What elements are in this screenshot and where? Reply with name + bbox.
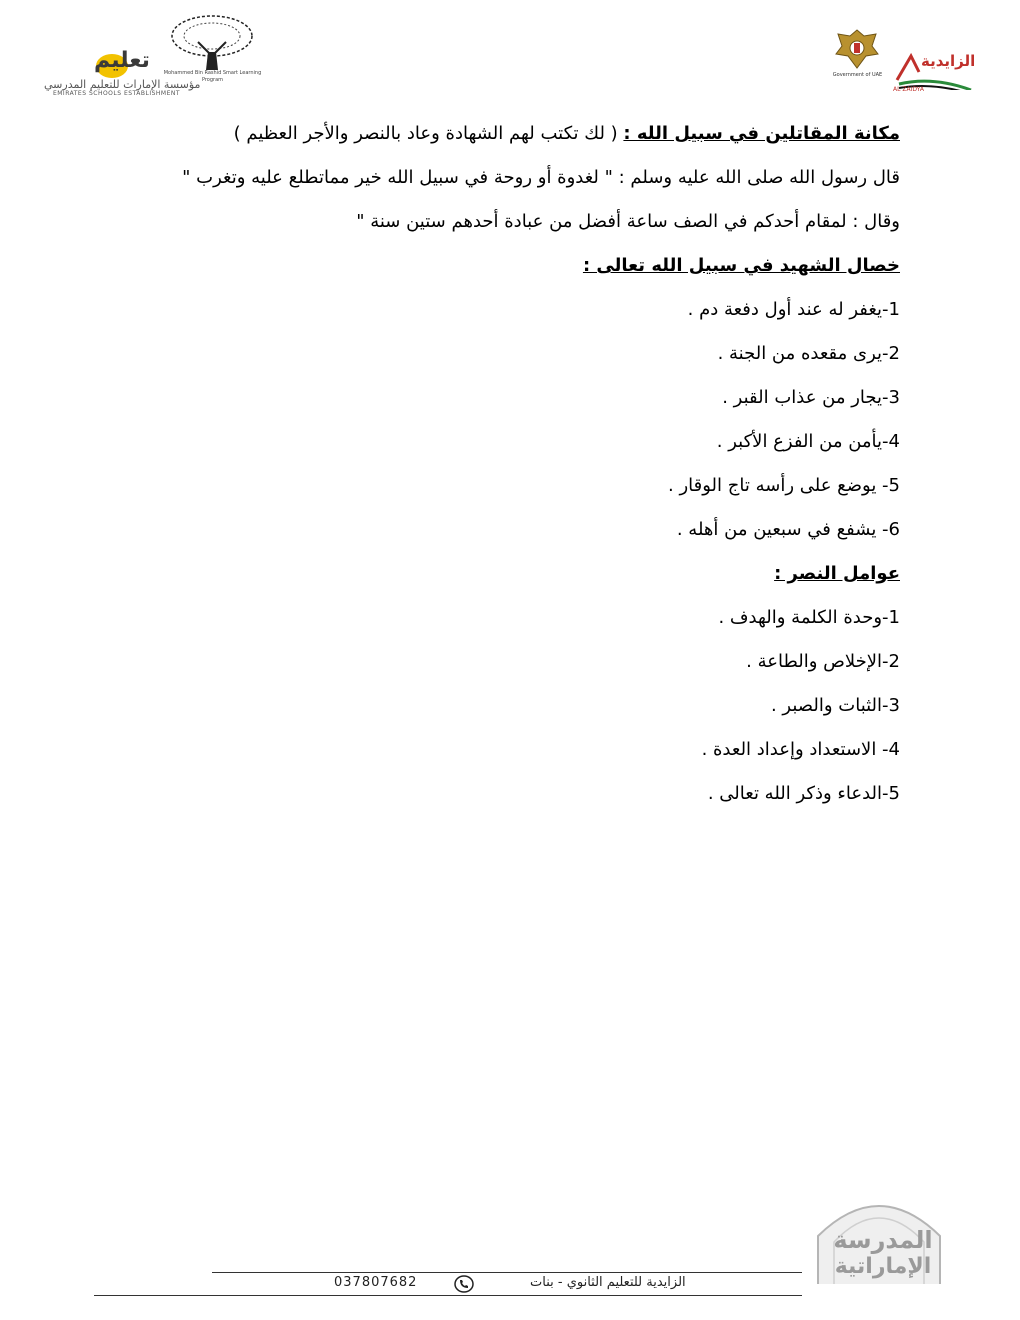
footer-school-name: الزايدية للتعليم الثانوي - بنات [530,1275,686,1290]
list-item: 3-يجار من عذاب القبر . [722,387,900,408]
fighters-status-text: ( لك تكتب لهم الشهادة وعاد بالنصر والأجر العظيم ) [233,123,624,144]
list-item: 2-يرى مقعده من الجنة . [717,343,900,364]
list-item: 1-وحدة الكلمة والهدف . [718,607,900,628]
hadith-line-2: وقال : لمقام أحدكم في الصف ساعة أفضل من عبادة أحدهم ستين سنة " [356,211,900,232]
smart-learning-tree-logo [160,12,265,92]
list-item: 6- يشفع في سبعين من أهله . [676,519,900,540]
school-seal-logo [798,1186,960,1286]
es-logo-word: تعليم [94,48,150,73]
tree-icon [160,12,265,72]
document-body [100,116,900,820]
hadith-line-1: قال رسول الله صلى الله عليه وسلم : " لغدوة أو روحة في سبيل الله خير مماتطلع عليه وتغرب " [182,167,900,188]
uae-emblem-icon [830,26,885,92]
zaidya-logo-english: AL ZAIDYA [893,86,924,93]
list-item: 1-يغفر له عند أول دفعة دم . [687,299,900,320]
section-victory-factors-title: عوامل النصر : [774,563,900,584]
es-logo-english: EMIRATES SCHOOLS ESTABLISHMENT [52,90,181,97]
list-item: 2-الإخلاص والطاعة . [746,651,900,672]
section-martyr-traits-title: خصال الشهيد في سبيل الله تعالى : [582,255,900,276]
list-item: 4-يأمن من الفزع الأكبر . [716,431,900,452]
list-item: 3-الثبات والصبر . [770,695,900,716]
footer-rule-top [212,1272,802,1273]
phone-icon [454,1275,474,1293]
list-item: 5-الدعاء وذكر الله تعالى . [707,783,900,804]
footer-phone: 037807682 [334,1275,418,1290]
emblem-caption: Government of UAE [832,72,883,78]
seal-line-2: الإماراتية [834,1254,932,1279]
seal-line-1: المدرسة [833,1226,933,1254]
list-item: 5- يوضع على رأسه تاج الوقار . [668,475,900,496]
zaidya-logo [893,46,976,98]
fighters-status-heading: مكانة المقاتلين في سبيل الله : [623,123,900,144]
tree-logo-caption: Mohammed Bin Rashid Smart Learning Program [163,70,262,83]
zaidya-logo-arabic: الزايدية [921,52,976,70]
fighters-status-line [100,116,900,160]
es-logo-arabic: مؤسسة الإمارات للتعليم المدرسي [44,78,201,91]
list-item: 4- الاستعداد وإعداد العدة . [701,739,900,760]
falcon-icon [830,26,885,72]
footer-rule-bottom [94,1295,802,1296]
